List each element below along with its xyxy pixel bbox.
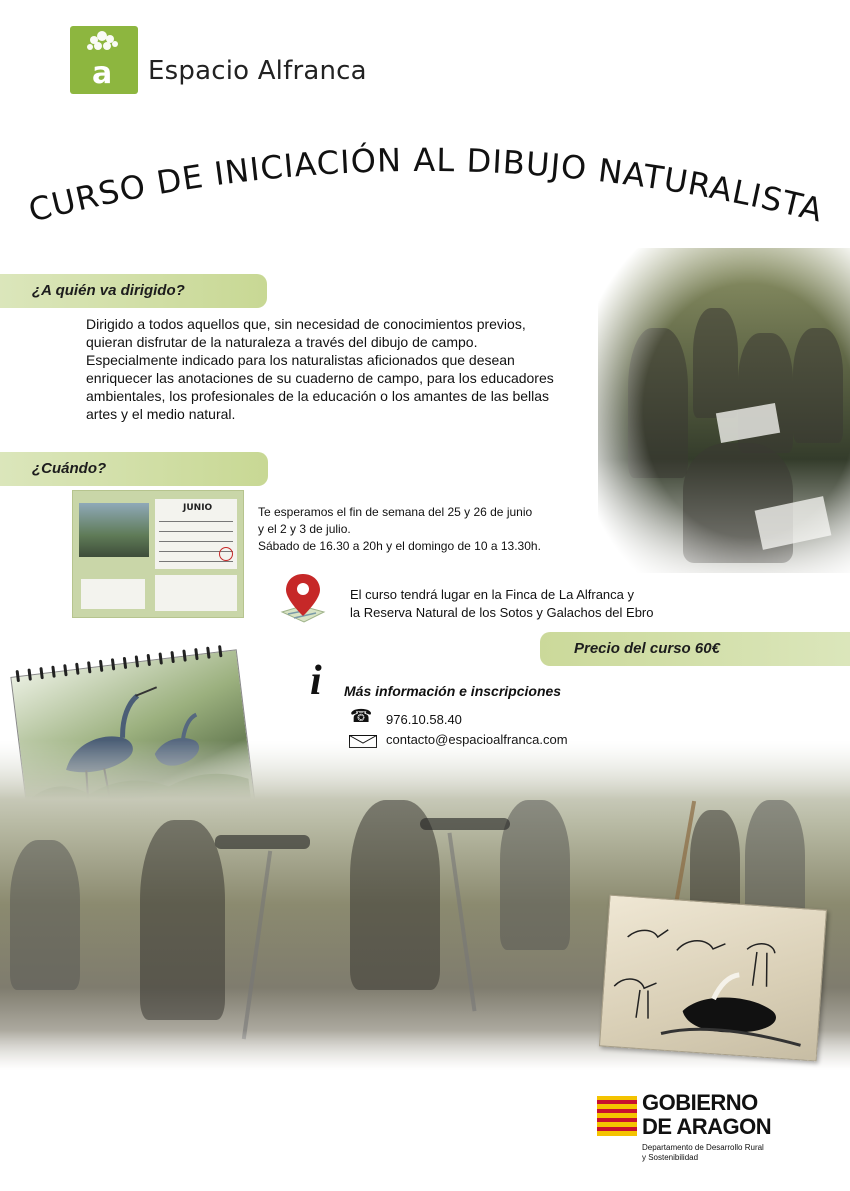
info-title: Más información e inscripciones <box>344 683 562 699</box>
students-drawing-photo <box>598 248 850 573</box>
phone-number[interactable]: 976.10.58.40 <box>386 712 462 727</box>
storks-drawing <box>600 896 826 1061</box>
calendar-landscape <box>79 503 149 557</box>
logo-letter: a <box>92 56 113 91</box>
aragon-flag-icon <box>597 1096 637 1136</box>
calendar-note-area <box>155 575 237 611</box>
government-department: Departamento de Desarrollo Rural y Sostenibilidad <box>642 1143 764 1162</box>
calendar-month: JUNIO <box>183 503 213 513</box>
location-text: El curso tendrá lugar en la Finca de La Alfranca y la Reserva Natural de los Sotos y Galachos del Ebro <box>350 587 654 620</box>
phone-icon: ☎ <box>350 706 373 727</box>
section-heading-quien: ¿A quién va dirigido? <box>0 274 267 308</box>
svg-text:CURSO DE INICIACIÓN AL DIBUJO <box>25 141 827 230</box>
schedule-text: Te esperamos el fin de semana del 25 y 26 de junio y el 2 y 3 de julio. Sábado de 16.30 a 20h y el domingo de 10 a 13.30h. <box>258 505 541 553</box>
calendar-mini <box>81 579 145 609</box>
government-name-line2: DE ARAGON <box>642 1114 772 1139</box>
brand-name: Espacio Alfranca <box>148 56 367 86</box>
audience-description: Dirigido a todos aquellos que, sin necesidad de conocimientos previos, quieran disfrutar de la naturaleza a través del dibujo de campo. Especialmente indicado para los naturalistas aficionados que desean enriquecer las anotaciones de su cuaderno de campo, para los educadores ambientales, los profesionales de la educación o los amantes de las bellas artes y el medio natural. <box>86 316 554 422</box>
government-name-line1: GOBIERNO <box>642 1090 758 1115</box>
section-heading-cuando: ¿Cuándo? <box>0 452 268 486</box>
course-title-text: CURSO DE INICIACIÓN AL DIBUJO NATURALISTA <box>24 140 828 230</box>
course-title <box>20 130 840 240</box>
info-icon: i <box>310 658 322 704</box>
calendar-image <box>72 490 244 618</box>
calendar-highlight-circle <box>219 547 233 561</box>
price-banner: Precio del curso 60€ <box>540 632 850 666</box>
storks-sketch-image <box>599 895 827 1062</box>
tree-logo-icon <box>70 26 138 60</box>
map-pin-icon <box>278 572 328 626</box>
brand-logo <box>70 26 138 94</box>
